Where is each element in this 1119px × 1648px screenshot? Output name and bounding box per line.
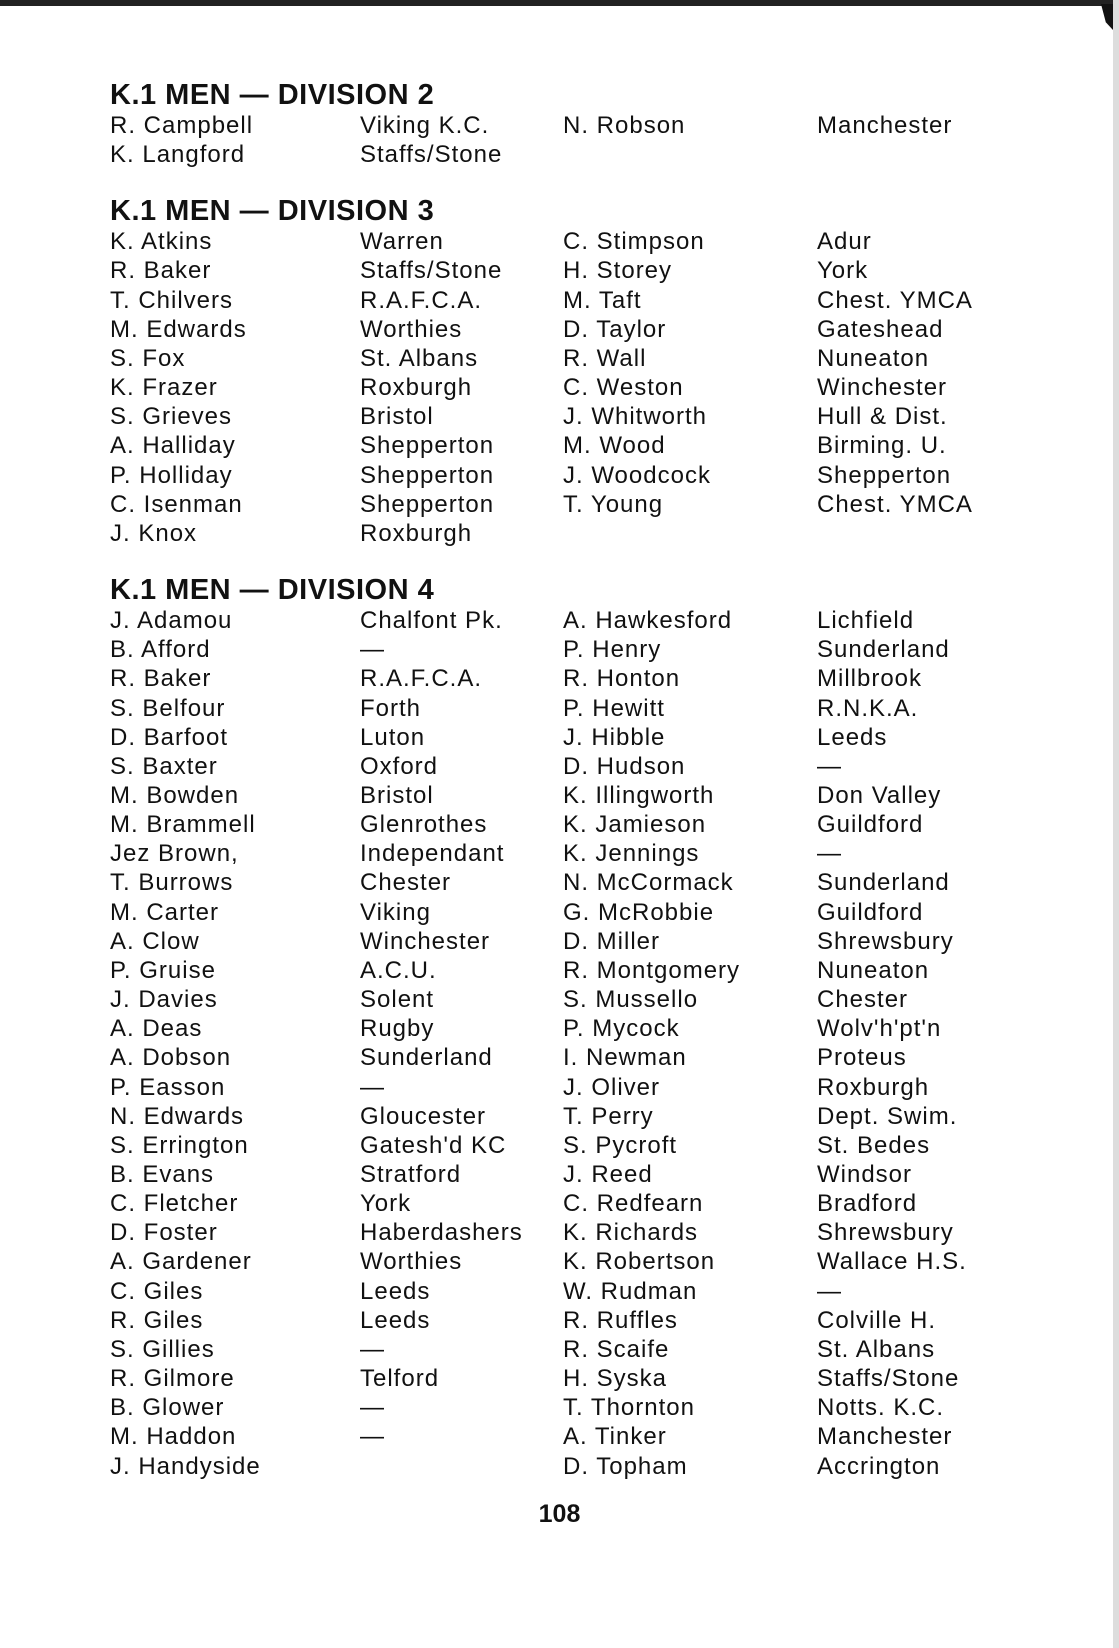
club-left: Viking K.C. (360, 112, 490, 139)
paddler-name-right: J. Hibble (563, 723, 666, 751)
entry-row (110, 402, 1030, 431)
paddler-name-right: R. Montgomery (563, 956, 741, 984)
paddler-name-right: W. Rudman (563, 1277, 698, 1305)
club-left: R.A.F.C.A. (360, 665, 483, 693)
club-right: York (817, 257, 869, 285)
club-right (817, 140, 1030, 169)
paddler-name-left: A. Gardener (110, 1248, 252, 1276)
club-left: Shepperton (360, 432, 495, 460)
club-right: Windsor (817, 1161, 913, 1188)
club-left: — (360, 1073, 385, 1101)
entry-row (110, 1452, 1030, 1481)
club-left: Worthies (360, 1248, 463, 1276)
entry-row (110, 606, 1030, 635)
entry-row (110, 839, 1030, 868)
paddler-name-right (563, 140, 817, 169)
club-right: Hull & Dist. (817, 403, 948, 431)
club-right: Chest. YMCA (817, 490, 973, 518)
paddler-name-left: J. Handyside (110, 1452, 261, 1480)
club-right: Manchester (817, 1423, 953, 1451)
entry-row (110, 1277, 1030, 1306)
club-left: Telford (360, 1365, 440, 1393)
paddler-name-left: A. Deas (110, 1015, 203, 1043)
entry-row (110, 373, 1030, 402)
section-title: K.1 MEN — DIVISION 2 (110, 79, 435, 111)
club-right: Adur (817, 228, 872, 256)
club-right: Shrewsbury (817, 1219, 954, 1247)
paddler-name-right: R. Honton (563, 665, 681, 693)
paddler-name-left: R. Gilmore (110, 1365, 235, 1393)
section-title: K.1 MEN — DIVISION 3 (110, 195, 435, 228)
entry-row (110, 1218, 1030, 1247)
club-left: A.C.U. (360, 956, 437, 984)
paddler-name-right: C. Stimpson (563, 228, 705, 256)
club-left: Winchester (360, 927, 491, 955)
club-right: Dept. Swim. (817, 1102, 958, 1130)
paddler-name-right: R. Ruffles (563, 1306, 678, 1334)
entry-row (110, 1422, 1030, 1451)
club-right: Accrington (817, 1452, 941, 1480)
entry-row (110, 111, 1030, 140)
club-left: Bristol (360, 781, 434, 809)
club-left: Forth (360, 694, 422, 722)
entry-row (110, 635, 1030, 664)
club-right: Birming. U. (817, 432, 947, 460)
entry-row (110, 1160, 1030, 1189)
paddler-name-right: J. Woodcock (563, 461, 711, 489)
club-left: Haberdashers (360, 1219, 523, 1247)
entry-row (110, 344, 1030, 373)
entry-row (110, 868, 1030, 897)
entry-row (110, 1073, 1030, 1102)
entry-row (110, 1335, 1030, 1364)
club-left: Shepperton (360, 490, 495, 518)
page-number: 108 (538, 1500, 581, 1528)
entry-row (110, 431, 1030, 460)
paddler-name-right: C. Weston (563, 374, 684, 402)
entry-row (110, 694, 1030, 723)
club-right: Nuneaton (817, 344, 930, 372)
club-left: — (360, 1394, 385, 1422)
paddler-name-left: R. Campbell (110, 112, 254, 139)
paddler-name-right: A. Tinker (563, 1423, 667, 1451)
club-left: Viking (360, 898, 431, 926)
entry-row (110, 1364, 1030, 1393)
club-right: — (817, 1277, 842, 1305)
scan-corner-mark (1101, 4, 1113, 30)
club-right: Leeds (817, 723, 888, 751)
paddler-name-left: A. Dobson (110, 1044, 232, 1072)
entry-row (110, 898, 1030, 927)
paddler-name-left: B. Afford (110, 636, 211, 664)
club-right: Lichfield (817, 607, 915, 635)
entry-row (110, 315, 1030, 344)
club-left: Sunderland (360, 1044, 493, 1072)
paddler-name-left: M. Carter (110, 898, 220, 926)
entry-row (110, 461, 1030, 490)
paddler-name-right: H. Storey (563, 257, 673, 285)
scan-edge-right (1113, 0, 1119, 1648)
club-right: St. Albans (817, 1335, 936, 1363)
club-left: — (360, 1423, 385, 1451)
club-left: Rugby (360, 1015, 435, 1043)
club-right: Wallace H.S. (817, 1248, 967, 1276)
entry-row (110, 664, 1030, 693)
paddler-name-left: S. Fox (110, 344, 186, 372)
paddler-name-right: N. McCormack (563, 869, 734, 897)
paddler-name-right: J. Oliver (563, 1073, 661, 1101)
scan-edge-top (0, 0, 1119, 6)
paddler-name-right: T. Young (563, 490, 664, 518)
club-right: Wolv'h'pt'n (817, 1015, 942, 1043)
club-right: Nuneaton (817, 956, 930, 984)
entry-row (110, 1102, 1030, 1131)
paddler-name-right: K. Jennings (563, 840, 700, 868)
entry-row (110, 1131, 1030, 1160)
club-right: Notts. K.C. (817, 1394, 945, 1422)
club-left: Glenrothes (360, 811, 488, 839)
entry-row (110, 723, 1030, 752)
club-left: St. Albans (360, 344, 479, 372)
paddler-name-left: S. Belfour (110, 694, 226, 722)
paddler-name-right: K. Jamieson (563, 811, 707, 839)
entry-row (110, 1393, 1030, 1422)
paddler-name-right: C. Redfearn (563, 1190, 704, 1218)
club-left: Worthies (360, 315, 463, 343)
entry-row (110, 1247, 1030, 1276)
paddler-name-right: D. Hudson (563, 752, 686, 780)
club-right: Don Valley (817, 781, 942, 809)
paddler-name-left: J. Knox (110, 519, 198, 547)
paddler-name-right (563, 519, 817, 548)
paddler-name-right: A. Hawkesford (563, 607, 733, 635)
club-left: York (360, 1190, 412, 1218)
club-right: Manchester (817, 112, 953, 139)
paddler-name-left: C. Isenman (110, 490, 243, 518)
club-left (360, 1452, 563, 1481)
paddler-name-left: P. Gruise (110, 956, 216, 984)
club-left: — (360, 1335, 385, 1363)
club-left: Roxburgh (360, 374, 473, 402)
paddler-name-left: R. Giles (110, 1306, 204, 1334)
entry-row (110, 227, 1030, 256)
paddler-name-left: R. Baker (110, 665, 212, 693)
club-left: Leeds (360, 1277, 431, 1305)
club-right: Chester (817, 986, 909, 1014)
entry-row (110, 286, 1030, 315)
paddler-name-left: K. Frazer (110, 374, 218, 402)
paddler-name-right: G. McRobbie (563, 898, 715, 926)
entry-row (110, 985, 1030, 1014)
paddler-name-right: I. Newman (563, 1044, 687, 1072)
paddler-name-right: R. Scaife (563, 1335, 670, 1363)
club-right: Gateshead (817, 315, 944, 343)
paddler-name-left: K. Langford (110, 141, 246, 169)
paddler-name-left: Jez Brown, (110, 840, 239, 868)
paddler-name-left: D. Foster (110, 1219, 218, 1247)
paddler-name-left: M. Haddon (110, 1423, 237, 1451)
club-right: Millbrook (817, 665, 923, 693)
paddler-name-left: S. Baxter (110, 752, 218, 780)
paddler-name-right: K. Robertson (563, 1248, 716, 1276)
club-right (817, 519, 1030, 548)
club-left: Chalfont Pk. (360, 607, 503, 635)
entry-row (110, 1189, 1030, 1218)
club-left: Staffs/Stone (360, 257, 503, 285)
club-left: Oxford (360, 752, 439, 780)
section-title: K.1 MEN — DIVISION 4 (110, 574, 435, 607)
paddler-name-left: C. Giles (110, 1277, 204, 1305)
paddler-name-right: D. Miller (563, 927, 660, 955)
entry-row (110, 1043, 1030, 1072)
entry-row (110, 256, 1030, 285)
club-left: Luton (360, 723, 426, 751)
club-right: Winchester (817, 374, 948, 402)
paddler-name-left: M. Bowden (110, 781, 240, 809)
club-right: Staffs/Stone (817, 1365, 960, 1393)
paddler-name-left: T. Burrows (110, 869, 234, 897)
club-left: Shepperton (360, 461, 495, 489)
club-right: — (817, 752, 842, 780)
paddler-name-left: P. Easson (110, 1073, 226, 1101)
paddler-name-right: S. Pycroft (563, 1131, 678, 1159)
paddler-name-left: S. Errington (110, 1131, 249, 1159)
club-left: — (360, 636, 385, 664)
paddler-name-left: K. Atkins (110, 228, 213, 256)
entry-row (110, 956, 1030, 985)
paddler-name-left: J. Adamou (110, 607, 233, 635)
entry-row (110, 519, 1030, 548)
paddler-name-left: T. Chilvers (110, 286, 234, 314)
paddler-name-left: M. Edwards (110, 315, 247, 343)
entry-row (110, 781, 1030, 810)
paddler-name-left: B. Evans (110, 1161, 215, 1188)
paddler-name-left: P. Holliday (110, 461, 233, 489)
club-left: Warren (360, 228, 444, 256)
club-right: Proteus (817, 1044, 907, 1072)
club-left: Leeds (360, 1306, 431, 1334)
club-left: Solent (360, 986, 435, 1014)
entries-list (110, 80, 1030, 1508)
club-left: Bristol (360, 403, 434, 431)
paddler-name-right: J. Whitworth (563, 403, 708, 431)
club-right: St. Bedes (817, 1131, 931, 1159)
entry-row (110, 490, 1030, 519)
entry-row (110, 140, 1030, 169)
club-right: Sunderland (817, 869, 950, 897)
club-right: Sunderland (817, 636, 950, 664)
paddler-name-right: M. Wood (563, 432, 666, 460)
club-right: Shrewsbury (817, 927, 954, 955)
entry-row (110, 1014, 1030, 1043)
club-left: Gatesh'd KC (360, 1131, 507, 1159)
paddler-name-left: N. Edwards (110, 1102, 245, 1130)
paddler-name-right: S. Mussello (563, 986, 699, 1014)
division-section (110, 575, 1030, 1481)
paddler-name-right: M. Taft (563, 286, 642, 314)
club-right: Chest. YMCA (817, 286, 973, 314)
entry-row (110, 810, 1030, 839)
paddler-name-right: P. Mycock (563, 1015, 680, 1043)
club-right: — (817, 840, 842, 868)
paddler-name-left: B. Glower (110, 1394, 225, 1422)
entry-row (110, 927, 1030, 956)
club-left: Roxburgh (360, 519, 473, 547)
paddler-name-right: H. Syska (563, 1365, 668, 1393)
entry-row (110, 1306, 1030, 1335)
club-right: Guildford (817, 898, 924, 926)
club-right: Bradford (817, 1190, 918, 1218)
club-left: Gloucester (360, 1102, 487, 1130)
paddler-name-right: P. Henry (563, 636, 662, 664)
club-right: Roxburgh (817, 1073, 930, 1101)
club-right: Colville H. (817, 1306, 937, 1334)
paddler-name-right: N. Robson (563, 112, 686, 139)
paddler-name-left: A. Halliday (110, 432, 236, 460)
paddler-name-left: C. Fletcher (110, 1190, 239, 1218)
paddler-name-right: T. Thornton (563, 1394, 695, 1422)
paddler-name-right: R. Wall (563, 344, 647, 372)
paddler-name-left: D. Barfoot (110, 723, 229, 751)
paddler-name-left: S. Gillies (110, 1335, 215, 1363)
club-right: Guildford (817, 811, 924, 839)
club-left: Independant (360, 840, 505, 868)
division-section (110, 196, 1030, 548)
paddler-name-right: D. Taylor (563, 315, 667, 343)
paddler-name-left: R. Baker (110, 257, 212, 285)
paddler-name-right: T. Perry (563, 1102, 654, 1130)
club-left: Chester (360, 869, 452, 897)
club-left: Staffs/Stone (360, 141, 503, 169)
paddler-name-right: D. Topham (563, 1452, 688, 1480)
paddler-name-left: S. Grieves (110, 403, 233, 431)
paddler-name-right: K. Richards (563, 1219, 699, 1247)
paddler-name-left: J. Davies (110, 986, 218, 1014)
division-section (110, 80, 1030, 169)
paddler-name-right: K. Illingworth (563, 781, 715, 809)
paddler-name-left: M. Brammell (110, 811, 256, 839)
paddler-name-left: A. Clow (110, 927, 200, 955)
paddler-name-right: P. Hewitt (563, 694, 665, 722)
club-right: Shepperton (817, 461, 952, 489)
entry-row (110, 752, 1030, 781)
paddler-name-right: J. Reed (563, 1161, 653, 1188)
club-left: Stratford (360, 1161, 462, 1188)
club-left: R.A.F.C.A. (360, 286, 483, 314)
club-right: R.N.K.A. (817, 694, 919, 722)
